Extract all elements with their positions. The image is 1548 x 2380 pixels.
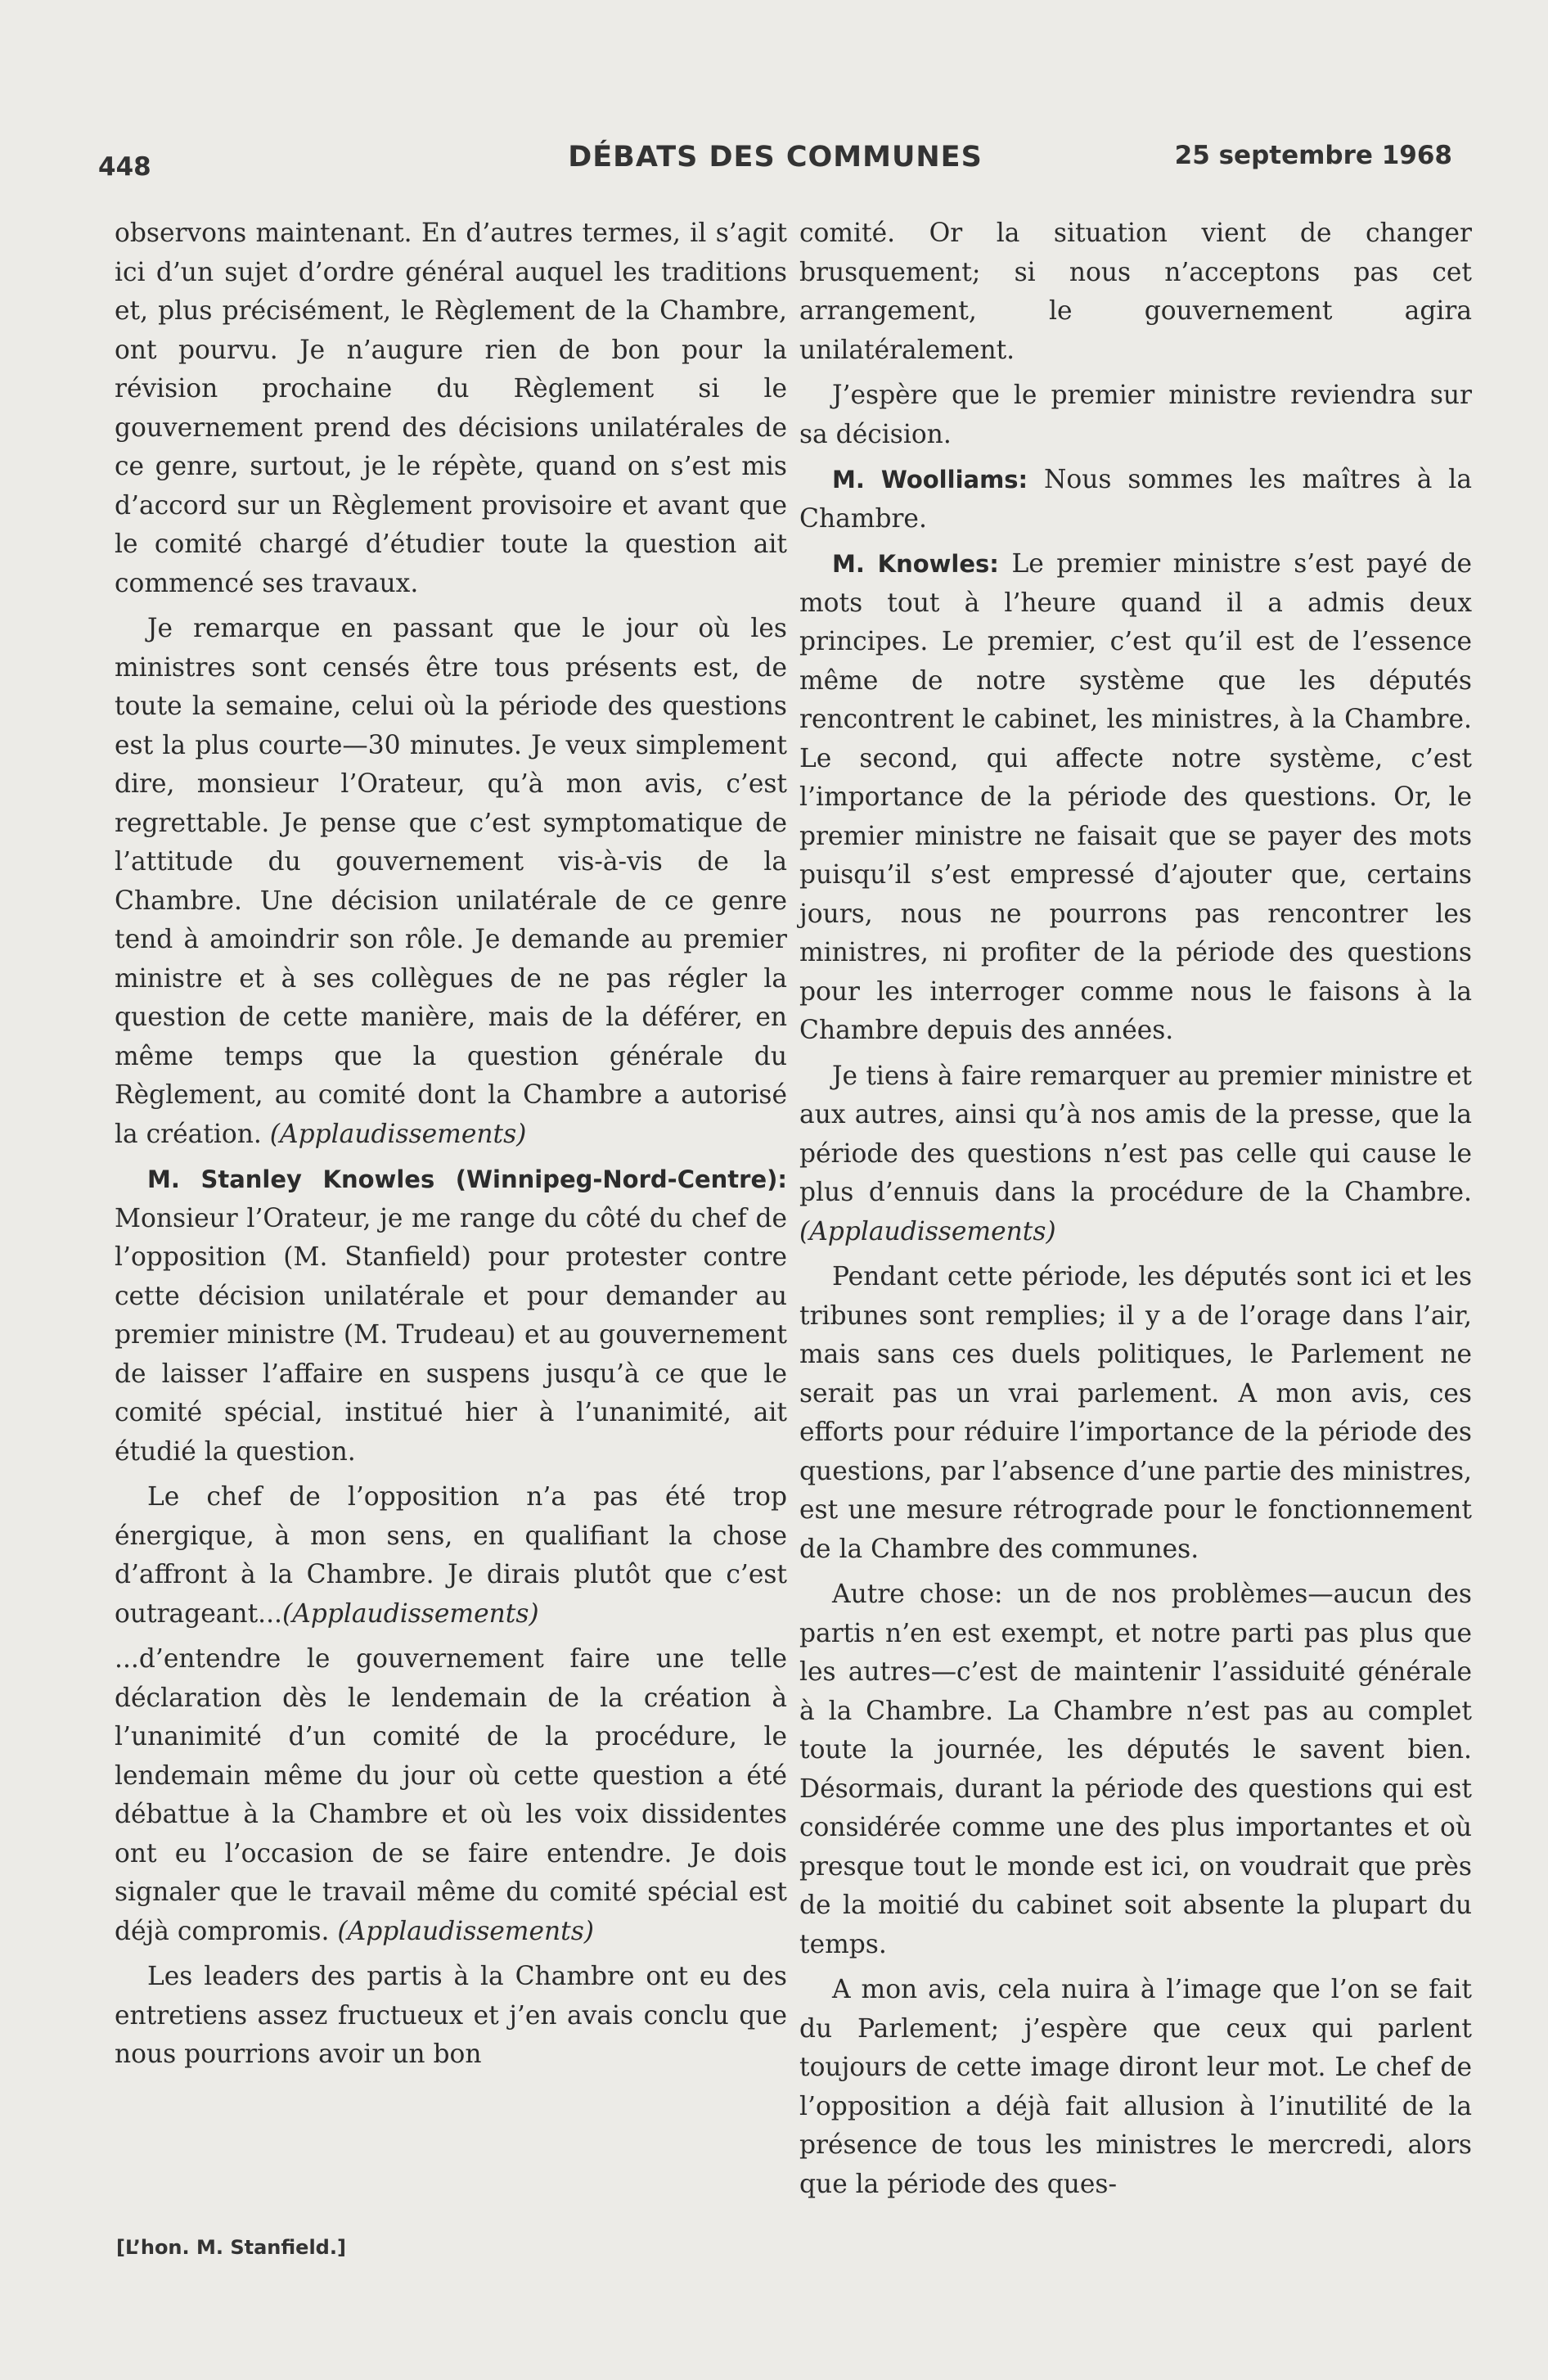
paragraph: A mon avis, cela nuira à l’image que l’on se fait du Parlement; j’espère que ceux qui parlent toujours de cette image diront leur mot. Le chef de l’opposition a déjà fait allusion à l’inutilité de la présence de tous les ministres le mercredi, alors que la période des ques-	[799, 1975, 1472, 2199]
paragraph	[799, 1057, 1472, 1252]
applause-note: (Applaudissements)	[282, 1598, 539, 1629]
paragraph	[799, 461, 1472, 539]
page-footer: [L’hon. M. Stanfield.]	[116, 2236, 346, 2259]
publication-title: DÉBATS DES COMMUNES	[568, 141, 983, 174]
applause-note: (Applaudissements)	[337, 1916, 595, 1946]
speaker-name: M. Knowles:	[832, 550, 999, 578]
publication-date: 25 septembre 1968	[1174, 141, 1452, 170]
applause-note: (Applaudissements)	[269, 1119, 527, 1149]
paragraph	[115, 1478, 787, 1634]
page-number: 448	[98, 152, 151, 182]
paragraph: observons maintenant. En d’autres termes, il s’agit ici d’un sujet d’ordre général auquel les traditions et, plus précisément, le Règlement de la Chambre, ont pourvu. Je n’augure rien de bon pour la révision prochaine du Règlement si le gouvernement prend des décisions unilatérales de ce genre, surtout, je le répète, quand on s’est mis d’accord sur un Règlement provisoire et avant que le comité chargé d’étudier toute la question ait commencé ses travaux.	[115, 219, 787, 598]
paragraph-text: Je tiens à faire remarquer au premier ministre et aux autres, ainsi qu’à nos amis de la presse, que la période des questions n’est pas celle qui cause le plus d’ennuis dans la procédure de la Chambre.	[799, 1061, 1472, 1207]
speaker-name: M. Stanley Knowles (Winnipeg-Nord-Centre):	[147, 1165, 787, 1193]
paragraph-text: Nous sommes les maîtres à la Chambre.	[799, 465, 1472, 534]
paragraph: Autre chose: un de nos problèmes—aucun des partis n’en est exempt, et notre parti pas plus que les autres—c’est de maintenir l’assiduité générale à la Chambre. La Chambre n’est pas au complet toute la journée, les députés le savent bien. Désormais, durant la période des questions qui est considérée comme une des plus importantes et où presque tout le monde est ici, on voudrait que près de la moitié du cabinet soit absente la plupart du temps.	[799, 1580, 1472, 1959]
paragraph-text: Monsieur l’Orateur, je me range du côté du chef de l’opposition (M. Stanfield) pour protester contre cette décision unilatérale et pour demander au premier ministre (M. Trudeau) et au gouvernement de laisser l’affaire en suspens jusqu’à ce que le comité spécial, institué hier à l’unanimité, ait étudié la question.	[115, 1203, 787, 1467]
left-column	[115, 214, 787, 2081]
paragraph-text: Le premier ministre s’est payé de mots tout à l’heure quand il a admis deux principes. Le premier, c’est qu’il est de l’essence même de notre système que les députés rencontrent le cabinet, les ministres, à la Chambre. Le second, qui affecte notre système, c’est l’importance de la période des questions. Or, le premier ministre ne faisait que se payer des mots puisqu’il s’est empressé d’ajouter que, certains jours, nous ne pourrons pas rencontrer les ministres, ni profiter de la période des questions pour les interroger comme nous le faisons à la Chambre depuis des années.	[799, 549, 1472, 1045]
paragraph	[799, 545, 1472, 1051]
paragraph	[115, 610, 787, 1154]
paragraph: J’espère que le premier ministre reviendra sur sa décision.	[799, 381, 1472, 449]
paragraph: Les leaders des partis à la Chambre ont eu des entretiens assez fructueux et j’en avais conclu que nous pourrions avoir un bon	[115, 1962, 787, 2069]
paragraph: Pendant cette période, les députés sont ici et les tribunes sont remplies; il y a de l’orage dans l’air, mais sans ces duels politiques, le Parlement ne serait pas un vrai parlement. A mon avis, ces efforts pour réduire l’importance de la période des questions, par l’absence d’une partie des ministres, est une mesure rétrograde pour le fonctionnement de la Chambre des communes.	[799, 1262, 1472, 1564]
paragraph: comité. Or la situation vient de changer brusquement; si nous n’acceptons pas cet arrangement, le gouvernement agira unilatéralement.	[799, 219, 1472, 365]
applause-note: (Applaudissements)	[799, 1216, 1056, 1246]
paragraph	[115, 1161, 787, 1472]
page-header	[98, 139, 1452, 188]
right-column	[799, 214, 1472, 2211]
paragraph	[115, 1640, 787, 1951]
paragraph-text: Je remarque en passant que le jour où les ministres sont censés être tous présents est, de toute la semaine, celui où la période des questions est la plus courte—30 minutes. Je veux simplement dire, monsieur l’Orateur, qu’à mon avis, c’est regrettable. Je pense que c’est symptomatique de l’attitude du gouvernement vis-à-vis de la Chambre. Une décision unilatérale de ce genre tend à amoindrir son rôle. Je demande au premier ministre et à ses collègues de ne pas régler la question de cette manière, mais de la déférer, en même temps que la question générale du Règlement, au comité dont la Chambre a autorisé la création.	[115, 614, 787, 1149]
paragraph-text: Le chef de l’opposition n’a pas été trop énergique, à mon sens, en qualifiant la chose d’affront à la Chambre. Je dirais plutôt que c’est outrageant...	[115, 1482, 787, 1629]
paragraph-text: ...d’entendre le gouvernement faire une telle déclaration dès le lendemain de la création à l’unanimité d’un comité de la procédure, le lendemain même du jour où cette question a été débattue à la Chambre et où les voix dissidentes ont eu l’occasion de se faire entendre. Je dois signaler que le travail même du comité spécial est déjà compromis.	[115, 1644, 787, 1946]
speaker-name: M. Woolliams:	[832, 466, 1028, 494]
